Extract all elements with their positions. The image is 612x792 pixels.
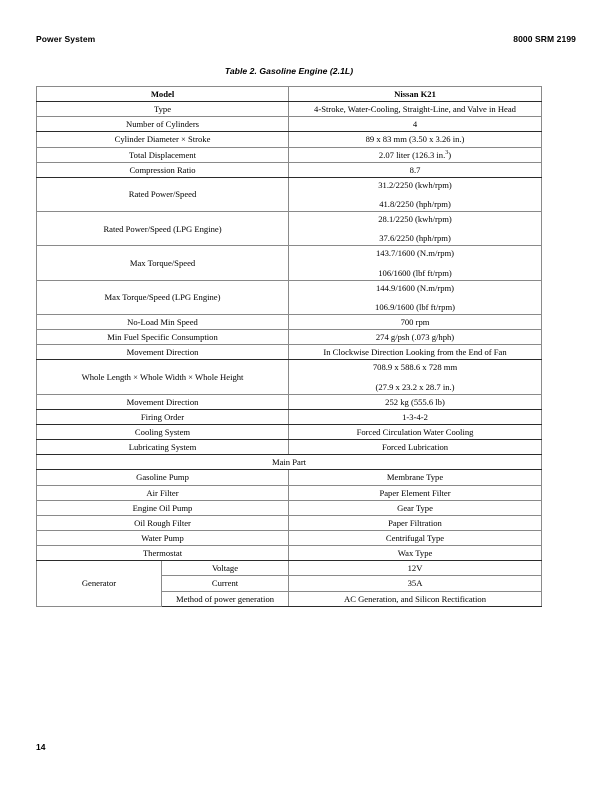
row-value: Gear Type xyxy=(289,500,542,515)
table-row xyxy=(37,147,542,162)
row-value: Wax Type xyxy=(289,546,542,561)
row-value: 274 g/psh (.073 g/hph) xyxy=(289,330,542,345)
row-value: Paper Filtration xyxy=(289,515,542,530)
table-row xyxy=(37,440,542,455)
row-label: Air Filter xyxy=(37,485,289,500)
row-value xyxy=(289,212,542,246)
row-value: 8.7 xyxy=(289,162,542,177)
value-line-2: (27.9 x 23.2 x 28.7 in.) xyxy=(375,381,455,392)
row-value: Membrane Type xyxy=(289,470,542,485)
row-label: Movement Direction xyxy=(37,345,289,360)
table-row xyxy=(37,424,542,439)
row-value xyxy=(289,147,542,162)
generator-value: AC Generation, and Silicon Rectification xyxy=(289,591,542,606)
value-suffix: ) xyxy=(448,149,452,160)
gasoline-engine-spec-table xyxy=(36,86,542,607)
row-label: Type xyxy=(37,102,289,117)
generator-sub-label: Current xyxy=(162,576,289,591)
row-label: Whole Length × Whole Width × Whole Height xyxy=(37,360,289,394)
table-row xyxy=(37,280,542,314)
row-label: Rated Power/Speed xyxy=(37,177,289,211)
row-value: 89 x 83 mm (3.50 x 3.26 in.) xyxy=(289,132,542,147)
row-label: Cylinder Diameter × Stroke xyxy=(37,132,289,147)
table-row xyxy=(37,409,542,424)
table-row xyxy=(37,330,542,345)
header-right-title: 8000 SRM 2199 xyxy=(513,34,576,44)
value-superscript: 3 xyxy=(445,149,449,156)
column-header-value: Nissan K21 xyxy=(289,87,542,102)
value-line-1: 31.2/2250 (kwh/rpm) xyxy=(378,179,452,190)
value-line-2: 41.8/2250 (hph/rpm) xyxy=(379,198,451,209)
table-header-row xyxy=(37,87,542,102)
value-line-1: 708.9 x 588.6 x 728 mm xyxy=(372,362,458,373)
generator-value: 12V xyxy=(289,561,542,576)
row-value: 4 xyxy=(289,117,542,132)
row-label: Oil Rough Filter xyxy=(37,515,289,530)
generator-label: Generator xyxy=(37,561,162,606)
table-row xyxy=(37,530,542,545)
row-label: Max Torque/Speed (LPG Engine) xyxy=(37,280,289,314)
table-row xyxy=(37,345,542,360)
row-value: Forced Circulation Water Cooling xyxy=(289,424,542,439)
row-value: 1-3-4-2 xyxy=(289,409,542,424)
table-row xyxy=(37,546,542,561)
generator-sub-label: Method of power generation xyxy=(162,591,289,606)
table-row xyxy=(37,394,542,409)
section-title-main-part: Main Part xyxy=(37,455,542,470)
generator-row xyxy=(37,561,542,576)
row-value: Centrifugal Type xyxy=(289,530,542,545)
row-value: Forced Lubrication xyxy=(289,440,542,455)
value-line-2: 106.9/1600 (lbf ft/rpm) xyxy=(375,301,455,312)
row-value: 252 kg (555.6 lb) xyxy=(289,394,542,409)
row-label: Compression Ratio xyxy=(37,162,289,177)
value-line-2: 37.6/2250 (hph/rpm) xyxy=(379,233,451,244)
table-row xyxy=(37,314,542,329)
row-label: Cooling System xyxy=(37,424,289,439)
value-line-1: 28.1/2250 (kwh/rpm) xyxy=(378,214,452,225)
row-value: 700 rpm xyxy=(289,314,542,329)
row-label: Min Fuel Specific Consumption xyxy=(37,330,289,345)
table-row xyxy=(37,102,542,117)
generator-sub-label: Voltage xyxy=(162,561,289,576)
page-number: 14 xyxy=(36,742,46,752)
table-row xyxy=(37,485,542,500)
row-label: Rated Power/Speed (LPG Engine) xyxy=(37,212,289,246)
table-row xyxy=(37,500,542,515)
table-row xyxy=(37,246,542,280)
row-label: Thermostat xyxy=(37,546,289,561)
table-row xyxy=(37,117,542,132)
row-label: Firing Order xyxy=(37,409,289,424)
value-line-1: 143.7/1600 (N.m/rpm) xyxy=(375,248,455,259)
table-row xyxy=(37,132,542,147)
section-header-row xyxy=(37,455,542,470)
table-row xyxy=(37,162,542,177)
table-row xyxy=(37,515,542,530)
page-header xyxy=(36,34,576,44)
value-text: 2.07 liter (126.3 in. xyxy=(378,149,446,160)
value-line-2: 106/1600 (lbf ft/rpm) xyxy=(378,267,452,278)
row-label: Max Torque/Speed xyxy=(37,246,289,280)
row-value xyxy=(289,246,542,280)
table-row xyxy=(37,360,542,394)
row-label: Movement Direction xyxy=(37,394,289,409)
table-row xyxy=(37,212,542,246)
row-value: In Clockwise Direction Looking from the End of Fan xyxy=(289,345,542,360)
row-label: Engine Oil Pump xyxy=(37,500,289,515)
header-left-title: Power System xyxy=(36,34,96,44)
row-value xyxy=(289,177,542,211)
row-label: No-Load Min Speed xyxy=(37,314,289,329)
column-header-model: Model xyxy=(37,87,289,102)
row-label: Total Displacement xyxy=(37,147,289,162)
table-row xyxy=(37,177,542,211)
row-value xyxy=(289,360,542,394)
row-value: Paper Element Filter xyxy=(289,485,542,500)
table-caption: Table 2. Gasoline Engine (2.1L) xyxy=(224,66,354,76)
row-label: Number of Cylinders xyxy=(37,117,289,132)
generator-value: 35A xyxy=(289,576,542,591)
row-label: Lubricating System xyxy=(37,440,289,455)
row-label: Water Pump xyxy=(37,530,289,545)
table-row xyxy=(37,470,542,485)
row-label: Gasoline Pump xyxy=(37,470,289,485)
value-line-1: 144.9/1600 (N.m/rpm) xyxy=(375,282,455,293)
row-value: 4-Stroke, Water-Cooling, Straight-Line, and Valve in Head xyxy=(289,102,542,117)
row-value xyxy=(289,280,542,314)
